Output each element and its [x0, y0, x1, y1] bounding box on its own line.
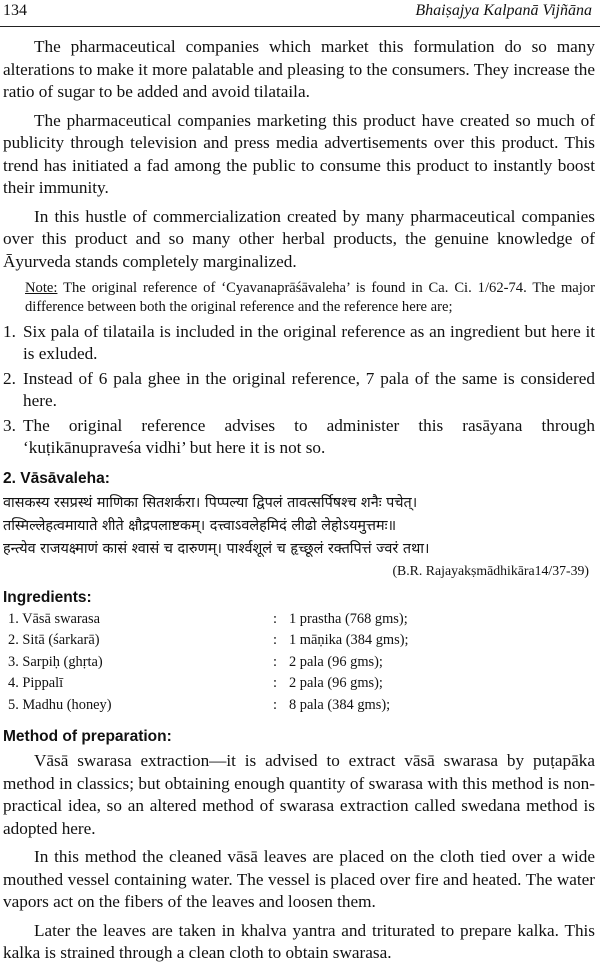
header-rule: [0, 26, 600, 27]
paragraph-sugar-ratio: The pharmaceutical companies which market this formulation do so many alterations to make it more palatable and pleasing to the consumers. They increase the ratio of sugar to be added and avoid tilataila.: [3, 37, 595, 101]
separator: :: [273, 675, 277, 692]
separator: :: [273, 696, 277, 713]
verse-line: तस्मिल्लेहत्वमायाते शीते क्षौद्रपलाष्टकम्। दत्त्वाऽवलेहमिदं लीढो लेहोऽयमुत्तमः॥: [3, 517, 397, 534]
separator: :: [273, 610, 277, 627]
method-paragraph: Vāsā swarasa extraction—it is advised to extract vāsā swarasa by puṭapāka method in classics; but obtaining enough quantity of swarasa with this method is non-practical idea, so an altered method of swarasa extraction called swedana method is adopted here.: [3, 751, 595, 838]
ingredient-name: 5. Madhu (honey): [8, 696, 112, 713]
paragraph-publicity: The pharmaceutical companies marketing this product have created so much of publicity through television and press media advertisements over this product. This trend has initiated a fad among the public to consume this product to instantly boost their immunity.: [3, 110, 595, 197]
verse-reference: (B.R. Rajayakṣmādhikāra14/37-39): [392, 562, 589, 578]
method-heading: Method of preparation:: [3, 728, 172, 746]
ingredient-name: 1. Vāsā swarasa: [8, 610, 101, 627]
list-item-number: 1.: [3, 321, 16, 341]
ingredient-quantity: 1 prastha (768 gms);: [289, 610, 408, 627]
list-item-number: 3.: [3, 415, 16, 435]
verse-line: हन्त्येव राजयक्ष्माणं कासं श्वासं च दारुणम्। पार्श्वशूलं च हृच्छूलं रक्तपित्तं ज्वरं तथा।: [3, 540, 430, 557]
separator: :: [273, 632, 277, 649]
list-item: [3, 321, 595, 366]
list-item-text: Six pala of tilataila is included in the original reference as an ingredient but here it is exluded.: [23, 321, 595, 364]
ingredient-quantity: 8 pala (384 gms);: [289, 696, 391, 713]
method-paragraph: Later the leaves are taken in khalva yantra and triturated to prepare kalka. This kalka is strained through a clean cloth to obtain swarasa.: [3, 920, 595, 963]
ingredients-heading: Ingredients:: [3, 588, 92, 606]
differences-list: [3, 321, 595, 460]
ingredient-quantity: 1 māṇika (384 gms);: [289, 632, 409, 649]
separator: :: [273, 653, 277, 670]
method-paragraph: In this method the cleaned vāsā leaves are placed on the cloth tied over a wide mouthed vessel containing water. The vessel is placed over fire and heated. The water vapors act on the fibers of the leaves and loosen them.: [3, 847, 595, 912]
table-row: [8, 632, 409, 654]
list-item-text: Instead of 6 pala ghee in the original reference, 7 pala of the same is considered here.: [23, 368, 595, 411]
table-row: [8, 654, 409, 676]
verse-line: वासकस्य रसप्रस्थं माणिका सितशर्करा। पिप्पल्या द्विपलं तावत्सर्पिषश्च शनैः पचेत्।: [3, 494, 418, 511]
ingredient-quantity: 2 pala (96 gms);: [289, 675, 383, 692]
ingredient-name: 3. Sarpiḥ (ghṛta): [8, 653, 103, 670]
list-item: [3, 368, 595, 413]
list-item: [3, 415, 595, 460]
reference-note: [25, 279, 595, 317]
table-row: [8, 697, 409, 719]
ingredient-name: 2. Sitā (śarkarā): [8, 632, 100, 649]
page-number: 134: [3, 2, 27, 19]
section-heading: 2. Vāsāvaleha:: [3, 469, 110, 487]
ingredients-table: [8, 611, 409, 719]
running-title: Bhaiṣajya Kalpanā Vijñāna: [415, 2, 592, 19]
ingredient-name: 4. Pippalī: [8, 675, 64, 692]
table-row: [8, 675, 409, 697]
note-text: The original reference of ‘Cyavanaprāśāvaleha’ is found in Ca. Ci. 1/62-74. The major difference between both the original reference and the reference here are;: [25, 280, 595, 315]
table-row: [8, 611, 409, 633]
page-body: [3, 36, 595, 971]
list-item-text: The original reference advises to administer this rasāyana through ‘kuṭikānupraveśa vidhi’ but here it is not so.: [23, 415, 595, 458]
note-label: Note:: [25, 280, 58, 296]
list-item-number: 2.: [3, 368, 16, 388]
ingredient-quantity: 2 pala (96 gms);: [289, 653, 383, 670]
paragraph-commercialization: In this hustle of commercialization created by many pharmaceutical companies over this product and so many other herbal products, the genuine knowledge of Āyurveda stands completely marginalized.: [3, 206, 595, 271]
